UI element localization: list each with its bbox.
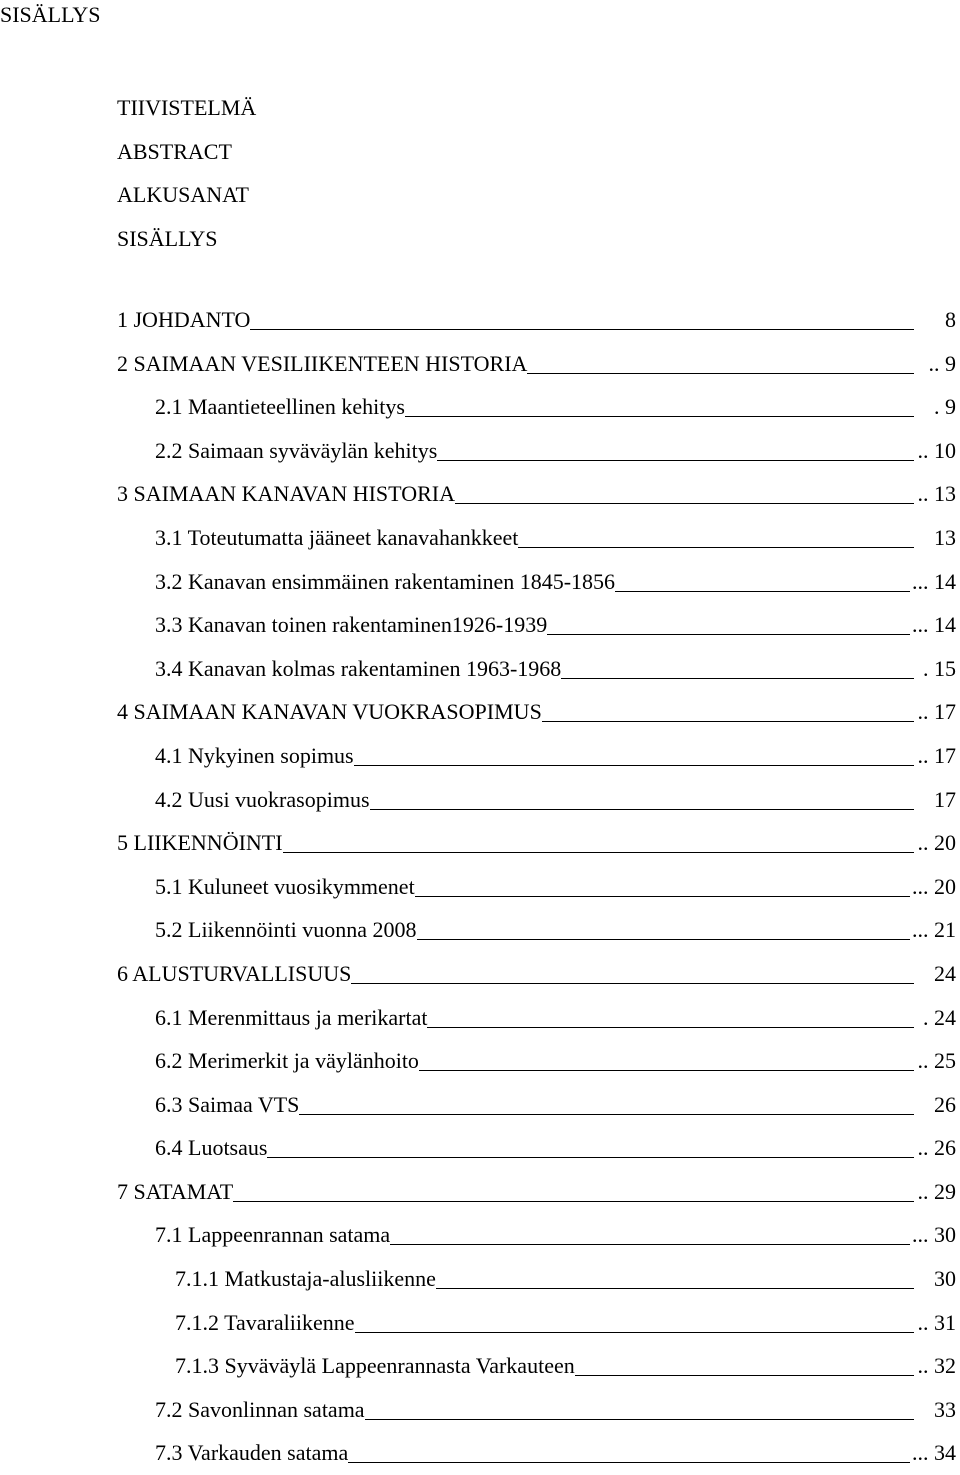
toc-entry <box>0 429 960 473</box>
toc-entry-page <box>921 996 956 1040</box>
toc-entry-dots: .. <box>917 1353 929 1379</box>
toc-entry-label: 2.2 Saimaan syväväylän kehitys <box>155 429 437 473</box>
toc-entry <box>0 952 960 996</box>
toc-entry-page <box>916 1170 957 1214</box>
toc-entry-label: 7.1.3 Syväväylä Lappeenrannasta Varkauteen <box>175 1344 575 1388</box>
toc-entry-page-number: 20 <box>934 830 956 856</box>
toc-entry <box>0 996 960 1040</box>
toc-entry <box>0 342 960 386</box>
toc-entry-page-number: 30 <box>934 1266 956 1292</box>
toc-entry-page <box>916 821 957 865</box>
toc-entry-dots: .. <box>917 830 929 856</box>
toc-entry-label: 6.2 Merimerkit ja väylänhoito <box>155 1039 419 1083</box>
toc-entry-dots: ... <box>912 568 929 594</box>
toc-entry-label: 6.4 Luotsaus <box>155 1126 267 1170</box>
toc-entry-label: 3.1 Toteutumatta jääneet kanavahankkeet <box>155 516 518 560</box>
toc-entry-label: 2 SAIMAAN VESILIIKENTEEN HISTORIA <box>117 342 527 386</box>
toc-entry <box>0 1213 960 1257</box>
toc-entry-dots: .. <box>917 1048 929 1074</box>
toc-entry-page-number: 20 <box>934 873 956 899</box>
toc-entry-page <box>932 1257 956 1301</box>
toc-entry-page <box>916 472 957 516</box>
toc-entry-page <box>932 952 956 996</box>
toc-entry-page <box>927 342 957 386</box>
toc-entry-page-number: 17 <box>934 786 956 812</box>
front-matter-item-alkusanat: ALKUSANAT <box>117 182 249 208</box>
toc-entry-dots: ... <box>912 612 929 638</box>
toc-entry-page <box>910 603 956 647</box>
toc-entry-dots: ... <box>912 873 929 899</box>
toc-entry-page <box>932 516 956 560</box>
toc-entry-page <box>910 1213 956 1257</box>
toc-entry-dots: .. <box>917 437 929 463</box>
toc-entry-label: 7.3 Varkauden satama <box>155 1431 348 1475</box>
toc-entry-page <box>910 1431 956 1475</box>
toc-entry <box>0 1126 960 1170</box>
toc-entry-label: 4 SAIMAAN KANAVAN VUOKRASOPIMUS <box>117 690 542 734</box>
toc-entry-page <box>932 1083 956 1127</box>
toc-entry-label: 3.3 Kanavan toinen rakentaminen1926-1939 <box>155 603 547 647</box>
toc-entry-label: 3.4 Kanavan kolmas rakentaminen 1963-1968 <box>155 647 561 691</box>
toc-entry-page <box>916 1039 957 1083</box>
toc-entry-page-number: 8 <box>945 307 956 332</box>
toc-entry-page-number: 32 <box>934 1353 956 1379</box>
toc-entry-label: 7.1 Lappeenrannan satama <box>155 1213 390 1257</box>
toc-entry-page <box>932 778 956 822</box>
toc-entry-dots: .. <box>917 1309 929 1335</box>
toc-entry-page <box>916 429 957 473</box>
toc-entry-label: 5.2 Liikennöinti vuonna 2008 <box>155 908 417 952</box>
front-matter-list <box>117 86 717 260</box>
toc-entry-page-number: 14 <box>934 612 956 638</box>
toc-entry-label: 6 ALUSTURVALLISUUS <box>117 952 351 996</box>
toc-entry <box>0 298 960 342</box>
toc-entry <box>0 778 960 822</box>
toc-entry-page <box>932 1388 956 1432</box>
toc-entry-dots: ... <box>912 917 929 943</box>
toc-entry-page <box>932 385 956 429</box>
toc-entry-dots: ... <box>912 1440 929 1466</box>
toc-entry <box>0 1039 960 1083</box>
toc-entry-page-number: 9 <box>945 394 956 420</box>
toc-entry <box>0 385 960 429</box>
toc-entry-label: 7 SATAMAT <box>117 1170 233 1214</box>
toc-entry-page-number: 26 <box>934 1135 956 1161</box>
toc-entry-dots: .. <box>928 350 940 376</box>
toc-entry-page-number: 24 <box>934 1004 956 1030</box>
toc-entry-label: 2.1 Maantieteellinen kehitys <box>155 385 405 429</box>
front-matter-item-tiivistelma: TIIVISTELMÄ <box>117 95 257 120</box>
toc-entry <box>0 821 960 865</box>
toc-entry-dots: . <box>923 655 929 681</box>
toc-entry-label: 5.1 Kuluneet vuosikymmenet <box>155 865 415 909</box>
toc-entry-page-number: 17 <box>934 742 956 768</box>
toc-entry-label: 6.3 Saimaa VTS <box>155 1083 299 1127</box>
toc-entry-label: 1 JOHDANTO <box>117 298 250 342</box>
table-of-contents <box>0 298 960 1475</box>
toc-entry <box>0 734 960 778</box>
toc-entry <box>0 865 960 909</box>
toc-entry-page-number: 25 <box>934 1048 956 1074</box>
toc-entry <box>0 908 960 952</box>
toc-entry-page-number: 24 <box>934 960 956 986</box>
toc-entry-dots: .. <box>917 481 929 507</box>
toc-entry <box>0 647 960 691</box>
toc-entry-page-number: 33 <box>934 1396 956 1422</box>
toc-entry <box>0 1388 960 1432</box>
toc-entry <box>0 1083 960 1127</box>
toc-entry-page-number: 34 <box>934 1440 956 1466</box>
toc-entry <box>0 560 960 604</box>
toc-entry-page-number: 15 <box>934 655 956 681</box>
toc-entry-page <box>916 1301 957 1345</box>
toc-entry-page <box>916 690 957 734</box>
toc-entry-page <box>916 1126 957 1170</box>
toc-entry-page-number: 14 <box>934 568 956 594</box>
toc-entry-label: 7.1.1 Matkustaja-alusliikenne <box>175 1257 436 1301</box>
toc-entry-dots: . <box>934 394 940 420</box>
toc-entry-page-number: 21 <box>934 917 956 943</box>
toc-entry-label: 5 LIIKENNÖINTI <box>117 821 283 865</box>
toc-leader-line <box>117 1201 914 1202</box>
toc-entry <box>0 1257 960 1301</box>
toc-entry-page-number: 31 <box>934 1309 956 1335</box>
toc-entry-page-number: 26 <box>934 1091 956 1117</box>
toc-entry-page <box>916 734 957 778</box>
toc-entry <box>0 603 960 647</box>
toc-entry-label: 7.2 Savonlinnan satama <box>155 1388 365 1432</box>
toc-entry-label: 6.1 Merenmittaus ja merikartat <box>155 996 427 1040</box>
toc-entry-label: 4.1 Nykyinen sopimus <box>155 734 354 778</box>
toc-entry-page <box>910 560 956 604</box>
toc-entry-page-number: 13 <box>934 524 956 550</box>
toc-entry-dots: .. <box>917 742 929 768</box>
toc-entry <box>0 1431 960 1475</box>
toc-leader-line <box>155 1157 914 1158</box>
toc-entry <box>0 690 960 734</box>
toc-entry-page-number: 9 <box>945 350 956 376</box>
front-matter-item-abstract: ABSTRACT <box>117 138 232 164</box>
toc-entry-page <box>921 647 956 691</box>
toc-entry-page <box>910 865 956 909</box>
toc-entry-page-number: 10 <box>934 437 956 463</box>
toc-entry-label: 3 SAIMAAN KANAVAN HISTORIA <box>117 472 455 516</box>
toc-entry <box>0 1170 960 1214</box>
toc-entry-dots: .. <box>917 1135 929 1161</box>
toc-entry-label: 3.2 Kanavan ensimmäinen rakentaminen 1845-1856 <box>155 560 615 604</box>
toc-entry-page-number: 30 <box>934 1222 956 1248</box>
front-matter-item-sisallys: SISÄLLYS <box>117 225 218 251</box>
toc-entry-label: 4.2 Uusi vuokrasopimus <box>155 778 370 822</box>
toc-entry-page-number: 17 <box>934 699 956 725</box>
toc-entry <box>0 1301 960 1345</box>
toc-entry-page-number: 13 <box>934 481 956 507</box>
toc-entry <box>0 516 960 560</box>
toc-entry-page <box>943 298 956 342</box>
toc-entry-dots: ... <box>912 1222 929 1248</box>
toc-entry <box>0 472 960 516</box>
toc-entry <box>0 1344 960 1388</box>
page-title: SISÄLLYS <box>0 2 101 27</box>
toc-entry-page <box>916 1344 957 1388</box>
toc-entry-dots: .. <box>917 699 929 725</box>
toc-entry-page-number: 29 <box>934 1178 956 1204</box>
toc-entry-dots: . <box>923 1004 929 1030</box>
toc-entry-page <box>910 908 956 952</box>
toc-entry-dots: .. <box>917 1178 929 1204</box>
toc-entry-label: 7.1.2 Tavaraliikenne <box>175 1301 355 1345</box>
